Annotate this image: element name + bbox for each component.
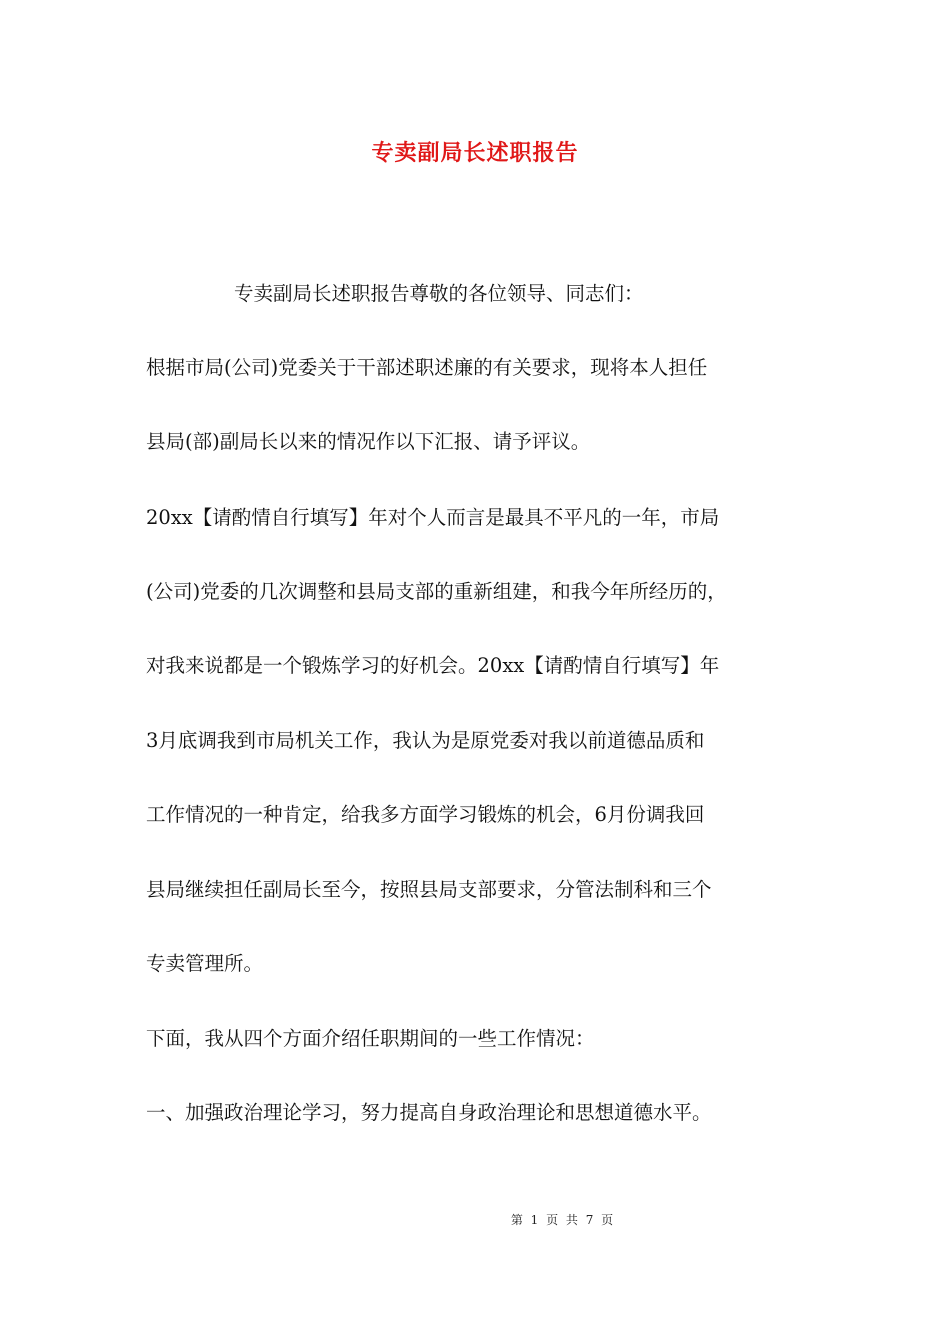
body-line: 20xx【请酌情自行填写】年对个人而言是最具不平凡的一年，市局 — [146, 506, 720, 529]
body-line: 工作情况的一种肯定，给我多方面学习锻炼的机会，6月份调我回 — [146, 803, 705, 826]
body-line: 对我来说都是一个锻炼学习的好机会。20xx【请酌情自行填写】年 — [146, 654, 720, 677]
body-line: 下面，我从四个方面介绍任职期间的一些工作情况： — [146, 1027, 595, 1050]
body-line: 3月底调我到市局机关工作，我认为是原党委对我以前道德品质和 — [146, 729, 705, 752]
page-number-footer: 第 1 页 共 7 页 — [510, 1213, 616, 1227]
body-line: 县局继续担任副局长至今，按照县局支部要求，分管法制科和三个 — [146, 878, 712, 901]
body-line: 县局(部)副局长以来的情况作以下汇报、请予评议。 — [146, 430, 591, 453]
document-title: 专卖副局长述职报告 — [371, 140, 579, 166]
section-heading: 一、加强政治理论学习，努力提高自身政治理论和思想道德水平。 — [146, 1101, 712, 1124]
salutation-line: 专卖副局长述职报告尊敬的各位领导、同志们： — [234, 282, 644, 305]
body-line: 根据市局(公司)党委关于干部述职述廉的有关要求，现将本人担任 — [146, 356, 708, 379]
body-line: 专卖管理所。 — [146, 952, 264, 975]
body-line: (公司)党委的几次调整和县局支部的重新组建，和我今年所经历的， — [146, 580, 727, 603]
